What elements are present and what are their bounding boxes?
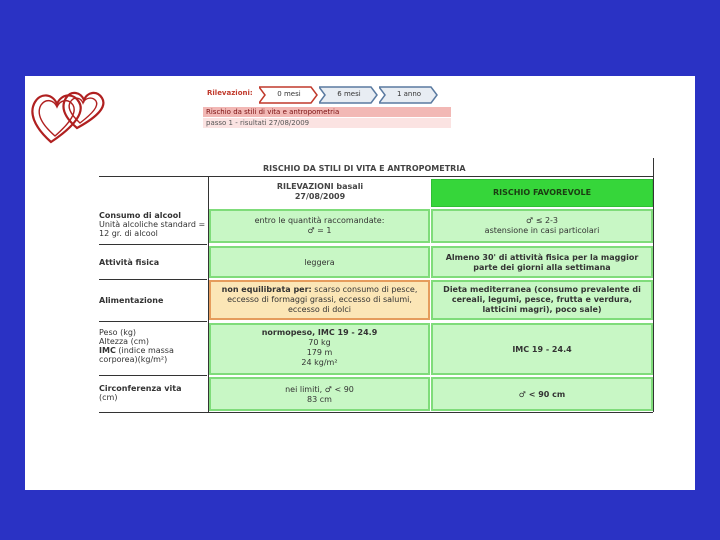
row-activity-target: Almeno 30' di attività fisica per la maggior parte dei giorni alla settimana <box>431 246 653 278</box>
row-alcohol-label <box>99 211 207 238</box>
header-basal-label: RILEVAZIONI basali <box>276 182 364 191</box>
row-label-rest: Unità alcoliche standard = 12 gr. di alcool <box>99 220 206 238</box>
row-label-bold: IMC <box>99 346 116 355</box>
row-nutrition-target: Dieta mediterranea (consumo prevalente di cereali, legumi, pesce, frutta e verdura, latticini magri), poco sale) <box>431 280 653 320</box>
label-line: Peso (kg) <box>99 328 137 337</box>
table-bottom-line <box>99 412 653 413</box>
row-waist-value <box>209 377 430 411</box>
header-risk: RISCHIO FAVOREVOLE <box>431 179 653 207</box>
table-right-line <box>653 158 654 412</box>
row-nutrition-value <box>209 280 430 320</box>
row-alcohol-target <box>431 209 653 243</box>
section-title: Rischio da stili di vita e antropometria <box>203 107 451 117</box>
step-6-mesi[interactable] <box>319 86 379 104</box>
row-label-bold: Attività fisica <box>99 258 160 267</box>
step-label: 6 mesi <box>337 90 361 98</box>
row-waist-target: ♂ < 90 cm <box>431 377 653 411</box>
value-line: nei limiti, ♂ < 90 <box>285 385 354 394</box>
progress-label: Rilevazioni: <box>207 89 253 97</box>
table-top-line <box>99 176 653 177</box>
slide <box>25 76 695 490</box>
row-sep <box>99 375 207 376</box>
row-label-bold: Alimentazione <box>99 296 164 305</box>
target-line: ♂ ≤ 2-3 <box>525 216 559 225</box>
header-basal-date: 27/08/2009 <box>294 192 346 201</box>
row-label-bold: Consumo di alcool <box>99 211 182 220</box>
table-title: RISCHIO DA STILI DI VITA E ANTROPOMETRIA <box>263 164 466 173</box>
row-sep <box>99 244 207 245</box>
row-sep <box>99 279 207 280</box>
section-subtitle: passo 1 - risultati 27/08/2009 <box>203 118 451 128</box>
row-imc-label <box>99 328 207 364</box>
row-sep <box>99 321 207 322</box>
target-line: astensione in casi particolari <box>484 226 600 235</box>
step-label: 1 anno <box>396 90 422 98</box>
value-bold: non equilibrata per: <box>221 285 312 294</box>
hearts-logo-icon <box>29 82 109 152</box>
row-alcohol-value <box>209 209 430 243</box>
value-line: 179 m <box>306 348 333 357</box>
value-line: 24 kg/m² <box>301 358 338 367</box>
row-label-rest: (indice massa corporea)(kg/m²) <box>99 346 174 364</box>
step-1-anno[interactable] <box>379 86 439 104</box>
row-label-bold: Circonferenza vita <box>99 384 182 393</box>
step-0-mesi[interactable] <box>259 86 319 104</box>
row-nutrition-label <box>99 296 207 305</box>
row-imc-value <box>209 323 430 375</box>
label-line: Altezza (cm) <box>99 337 150 346</box>
row-label-rest: (cm) <box>99 393 118 402</box>
row-activity-value: leggera <box>209 246 430 278</box>
value-bold: normopeso, IMC 19 - 24.9 <box>261 328 378 337</box>
row-activity-label <box>99 258 207 267</box>
header-basal <box>210 182 430 202</box>
value-rest: scarso consumo di pesce, eccesso di formaggi grassi, eccesso di salumi, eccesso di dolci <box>227 285 418 314</box>
row-waist-label <box>99 384 207 402</box>
value-line: 83 cm <box>307 395 332 404</box>
step-label: 0 mesi <box>277 90 301 98</box>
value-line: ♂ = 1 <box>307 226 332 235</box>
value-line: 70 kg <box>308 338 331 347</box>
row-imc-target: IMC 19 - 24.4 <box>431 323 653 375</box>
value-line: entro le quantità raccomandate: <box>254 216 385 225</box>
